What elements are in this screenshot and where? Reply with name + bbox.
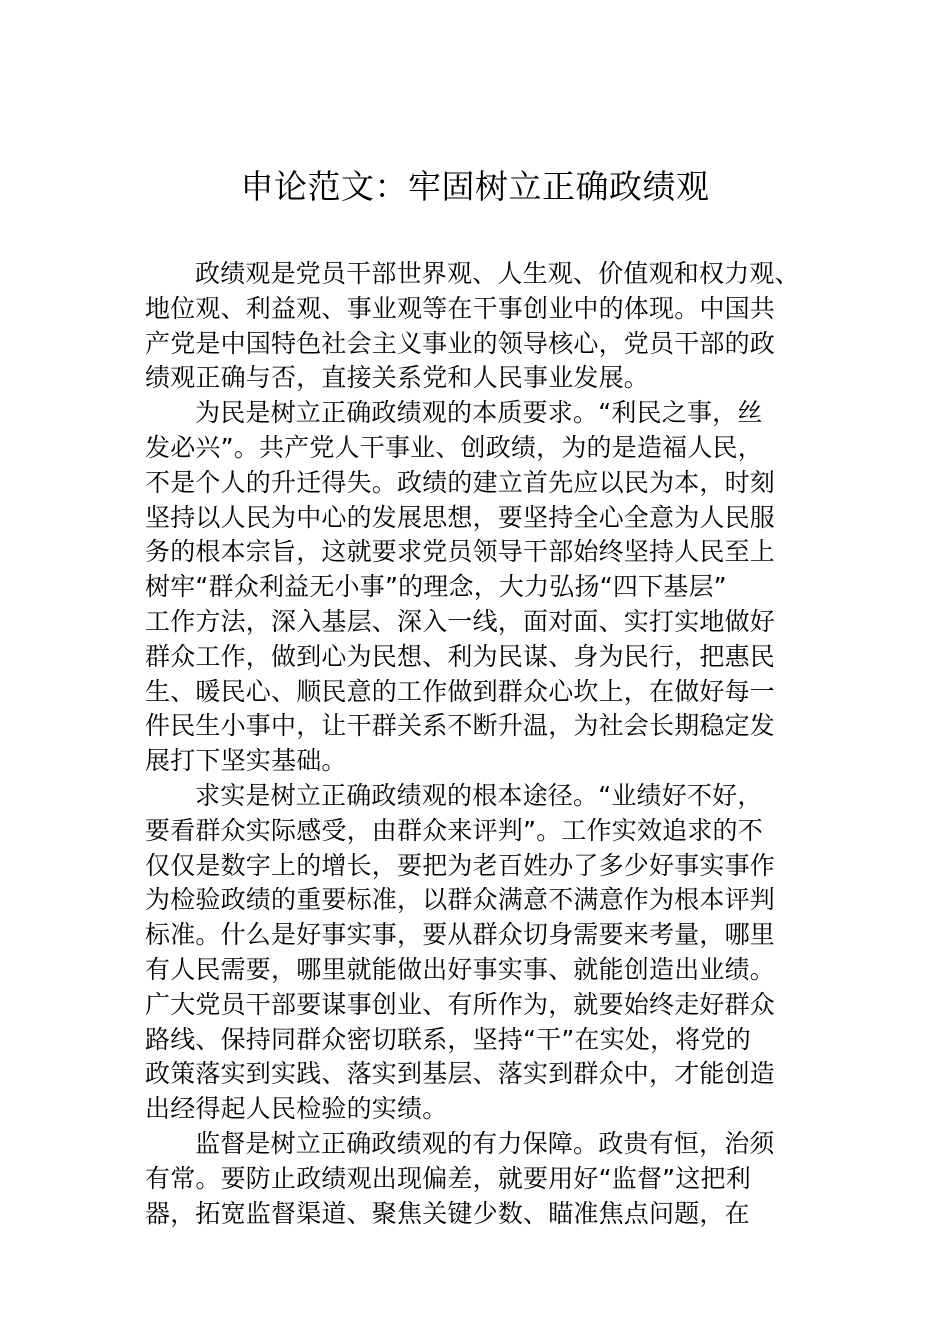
text-line: 件民生小事中，让干群关系不断升温，为社会长期稳定发 [145,711,776,741]
text-line: 有常。要防止政绩观出现偏差，就要用好“监督”这把利 [145,1163,751,1193]
article-body [145,257,809,1231]
text-line: 务的根本宗旨，这就要求党员领导干部始终坚持人民至上 [145,537,776,567]
text-line: 为检验政绩的重要标准，以群众满意不满意作为根本评判 [145,885,776,915]
text-line: 展打下坚实基础。 [145,746,347,776]
text-line: 产党是中国特色社会主义事业的领导核心，党员干部的政 [145,328,776,358]
text-line: 绩观正确与否，直接关系党和人民事业发展。 [145,363,650,393]
paragraph [145,396,809,779]
text-line: 群众工作，做到心为民想、利为民谋、身为民行，把惠民 [145,641,776,671]
text-line: 生、暖民心、顺民意的工作做到群众心坎上，在做好每一 [145,676,776,706]
paragraph [145,1127,809,1231]
text-line: 有人民需要，哪里就能做出好事实事、就能创造出业绩。 [145,954,776,984]
text-line: 发必兴”。共产党人干事业、创政绩，为的是造福人民， [145,432,763,462]
text-line: 器，拓宽监督渠道、聚焦关键少数、瞄准焦点问题，在 [145,1198,750,1228]
text-line: 地位观、利益观、事业观等在干事创业中的体现。中国共 [145,293,776,323]
paragraph [145,257,809,396]
text-line: 政策落实到实践、落实到基层、落实到群众中，才能创造 [145,1059,776,1089]
text-line: 不是个人的升迁得失。政绩的建立首先应以民为本，时刻 [145,467,776,497]
text-line: 坚持以人民为中心的发展思想，要坚持全心全意为人民服 [145,502,776,532]
text-line: 监督是树立正确政绩观的有力保障。政贵有恒，治须 [195,1128,775,1158]
text-line: 树牢“群众利益无小事”的理念，大力弘扬“四下基层” [145,572,727,602]
text-line: 出经得起人民检验的实绩。 [145,1094,448,1124]
text-line: 标准。什么是好事实事，要从群众切身需要来考量，哪里 [145,920,776,950]
text-line: 工作方法，深入基层、深入一线，面对面、实打实地做好 [145,606,776,636]
text-line: 求实是树立正确政绩观的根本途径。“业绩好不好， [195,780,763,810]
text-line: 政绩观是党员干部世界观、人生观、价值观和权力观、 [195,259,800,288]
text-line: 路线、保持同群众密切联系，坚持“干”在实处，将党的 [145,1024,751,1054]
text-line: 仅仅是数字上的增长，要把为老百姓办了多少好事实事作 [145,850,776,880]
page-title: 申论范文：牢固树立正确政绩观 [240,167,710,206]
text-line: 要看群众实际感受，由群众来评判”。工作实效追求的不 [145,815,763,845]
text-line: 为民是树立正确政绩观的本质要求。“利民之事，丝 [195,398,763,428]
paragraph [145,779,809,1127]
text-line: 广大党员干部要谋事创业、有所作为，就要始终走好群众 [145,989,776,1019]
